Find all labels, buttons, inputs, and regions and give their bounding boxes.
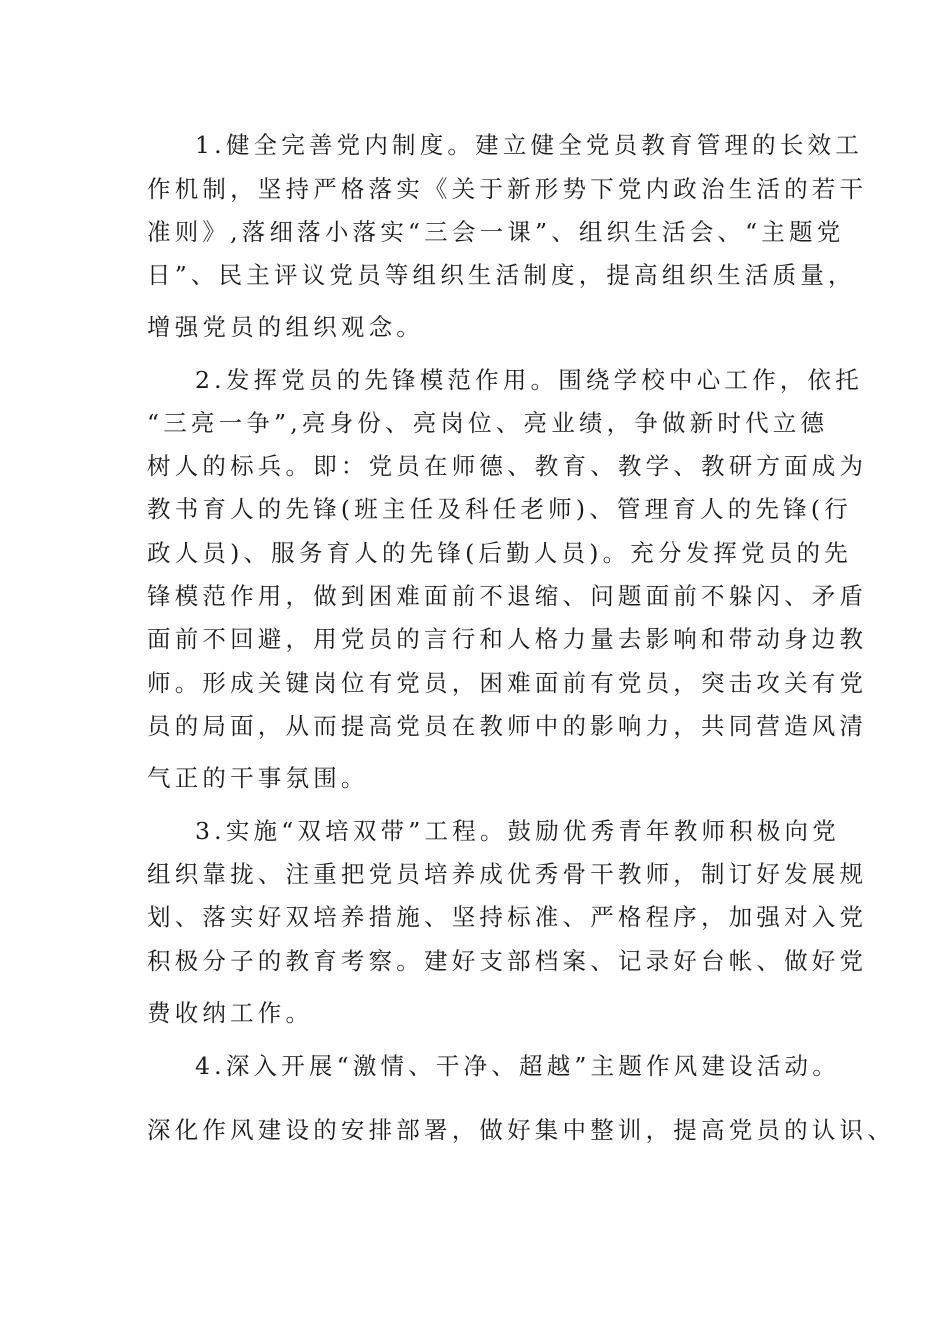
paragraph-2-line-10: 气正的干事氛围。 — [147, 764, 369, 792]
paragraph-4-line-2: 深化作风建设的安排部署，做好集中整训，提高党员的认识、 — [147, 1116, 895, 1144]
paragraph-3-line-1: 3.实施“双培双带”工程。鼓励优秀青年教师积极向党 — [195, 817, 840, 845]
paragraph-2-line-7: 面前不回避，用党员的言行和人格力量去影响和带动身边教 — [147, 625, 868, 653]
paragraph-1-line-2: 作机制，坚持严格落实《关于新形势下党内政治生活的若干 — [147, 175, 868, 203]
paragraph-2-line-5: 政人员)、服务育人的先锋(后勤人员)。充分发挥党员的先 — [147, 539, 852, 567]
paragraph-2-line-2: “三亮一争”,亮身份、亮岗位、亮业绩，争做新时代立德 — [147, 409, 829, 437]
paragraph-2-line-3: 树人的标兵。即：党员在师德、教育、教学、教研方面成为 — [147, 452, 868, 480]
paragraph-3-line-2: 组织靠拢、注重把党员培养成优秀骨干教师，制订好发展规 — [147, 860, 868, 888]
paragraph-2-line-6: 锋模范作用，做到困难面前不退缩、问题面前不躲闪、矛盾 — [147, 582, 868, 610]
paragraph-2-line-9: 员的局面，从而提高党员在教师中的影响力，共同营造风清 — [147, 712, 868, 740]
paragraph-1-line-5: 增强党员的组织观念。 — [147, 313, 424, 341]
paragraph-4-line-1: 4.深入开展“激情、干净、超越”主题作风建设活动。 — [195, 1052, 840, 1080]
paragraph-2-line-4: 教书育人的先锋(班主任及科任老师)、管理育人的先锋(行 — [147, 495, 852, 523]
paragraph-3-line-3: 划、落实好双培养措施、坚持标准、严格程序，加强对入党 — [147, 903, 868, 931]
paragraph-2-line-1: 2.发挥党员的先锋模范作用。围绕学校中心工作，依托 — [195, 366, 863, 394]
paragraph-1-line-3: 准则》,落细落小落实“三会一课”、组织生活会、“主题党 — [147, 218, 845, 246]
paragraph-2-line-8: 师。形成关键岗位有党员，困难面前有党员，突击攻关有党 — [147, 669, 868, 697]
paragraph-1-line-1: 1.健全完善党内制度。建立健全党员教育管理的长效工 — [195, 131, 863, 159]
paragraph-1-line-4: 日”、民主评议党员等组织生活制度，提高组织生活质量， — [147, 261, 856, 289]
paragraph-3-line-4: 积极分子的教育考察。建好支部档案、记录好台帐、做好党 — [147, 947, 868, 975]
paragraph-3-line-5: 费收纳工作。 — [147, 999, 314, 1027]
